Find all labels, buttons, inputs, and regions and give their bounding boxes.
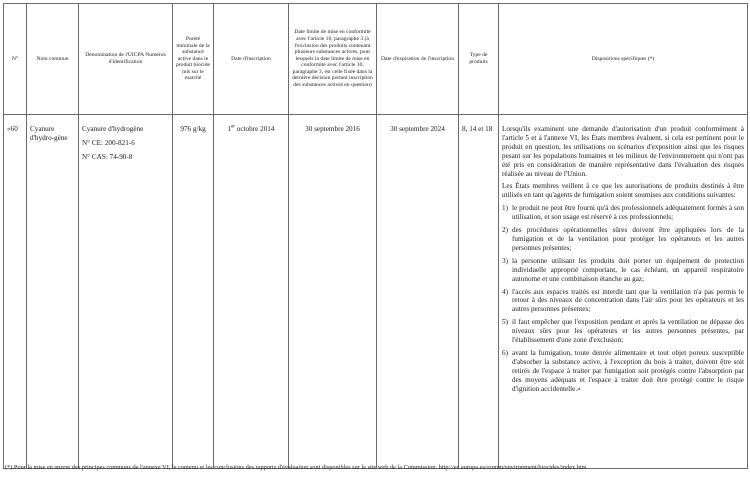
provisions-lead: Les États membres veillent à ce que les autorisations de produits destinés à être utilisés en tant qu'agents de fumigation soient soumises aux conditions suivantes: [502,182,744,200]
provisions-intro: Lorsqu'ils examinent une demande d'autorisation d'un produit conformément à l'article 5 et à l'annexe VI, les États membres évaluent, si cela est pertinent pour le produit en question, les utilisations ou scénarios d'exposition ainsi que les risques pesant sur les populations humaines et les milieux de l'environnement qui n'ont pas été pris en considération de manière représentative dans l'évaluation des risques réalisée au niveau de l'Union. [502,125,744,178]
list-item: 2) des procédures opérationnelles sûres doivent être appliquées lors de la fumigation et de la ventilation pour protéger les opérateurs et les autres personnes présentes; [502,226,744,252]
cell-inclusion-date [214,115,289,469]
cell-no: «60 [4,115,27,469]
cell-deadline: 30 septembre 2016 [289,115,377,469]
iupac-name: Cyanure d'hydrogène [82,125,144,133]
cell-purity: 976 g/kg [173,115,214,469]
inclusion-day: 1 [227,125,232,133]
header-row [4,4,748,115]
header-deadline: Date limite de mise en conformité avec l'article 16, paragraphe 3 (à l'exclusion des produits contenant plusieurs substances actives, pour lesquels la date limite de mise en conformité avec l'article 16, paragraphe 3, est celle fixée dans la dernière décision portant inscription des substances actives en question) [289,4,377,115]
cell-product-type: 8, 14 et 18 [459,115,499,469]
substance-table [3,3,748,469]
cell-expiry: 30 septembre 2024 [377,115,459,469]
header-provisions: Dispositions spécifiques (*) [499,4,748,115]
cell-provisions [499,115,748,469]
header-no: N° [4,4,27,115]
list-item: 4) l'accès aux espaces traités est interdit tant que la ventilation n'a pas permis le retour à des niveaux de concentration dans l'air sûrs pour les opérateurs et les autres personnes présentes; [502,287,744,314]
footnote: (*) Pour la mise en œuvre des principes communs de l'annexe VI, le contenu et les conclusions des rapports d'évaluation sont disponibles sur le site web de la Commission: http://ec.europa.eu/comm/environment/biocides/index.htm [5,464,587,471]
inclusion-month-year: octobre 2014 [234,125,275,133]
header-inclusion-date: Date d'inscription [214,4,289,115]
list-item: 3) la personne utilisant les produits doit porter un équipement de protection individuelle approprié comportant, le cas échéant, un appareil respiratoire autonome et une combinaison étanche au gaz; [502,256,744,283]
conditions-list [502,204,744,393]
list-item: 5) il faut empêcher que l'exposition pendant et après la ventilation ne dépasse des niveaux sûrs pour les opérateurs et les autres personnes présentes, par l'établissement d'une zone d'exclusion; [502,318,744,345]
header-common-name: Nom commun [27,4,79,115]
list-item: 1) le produit ne peut être fourni qu'à des professionnels adéquatement formés à son utilisation, et son usage est réservé à ces professionnels; [502,204,744,222]
table-row [4,115,748,469]
header-purity: Pureté minimale de la substance active dans le produit biocide mis sur le marché [173,4,214,115]
header-iupac: Dénomination de l'UICPA Numéros d'identification [79,4,173,115]
cell-common-name: Cyanure d'hydro-gène [27,115,79,469]
cas-number: N° CAS: 74-90-8 [82,152,133,161]
inclusion-ordinal: er [231,124,235,130]
header-product-type: Type de produits [459,4,499,115]
ce-number: N° CE: 200-821-6 [82,138,135,147]
cell-iupac [79,115,173,469]
header-expiry: Date d'expiration de l'inscription [377,4,459,115]
list-item: 6) avant la fumigation, toute denrée alimentaire et tout objet poreux susceptible d'absorber la substance active, à l'exception du bois à traiter, doivent être soit retirés de l'espace à traiter par fumigation soit protégés contre l'absorption par des moyens adéquats et l'espace à traiter doit être protégé contre le risque d'ignition accidentelle.» [502,348,744,393]
